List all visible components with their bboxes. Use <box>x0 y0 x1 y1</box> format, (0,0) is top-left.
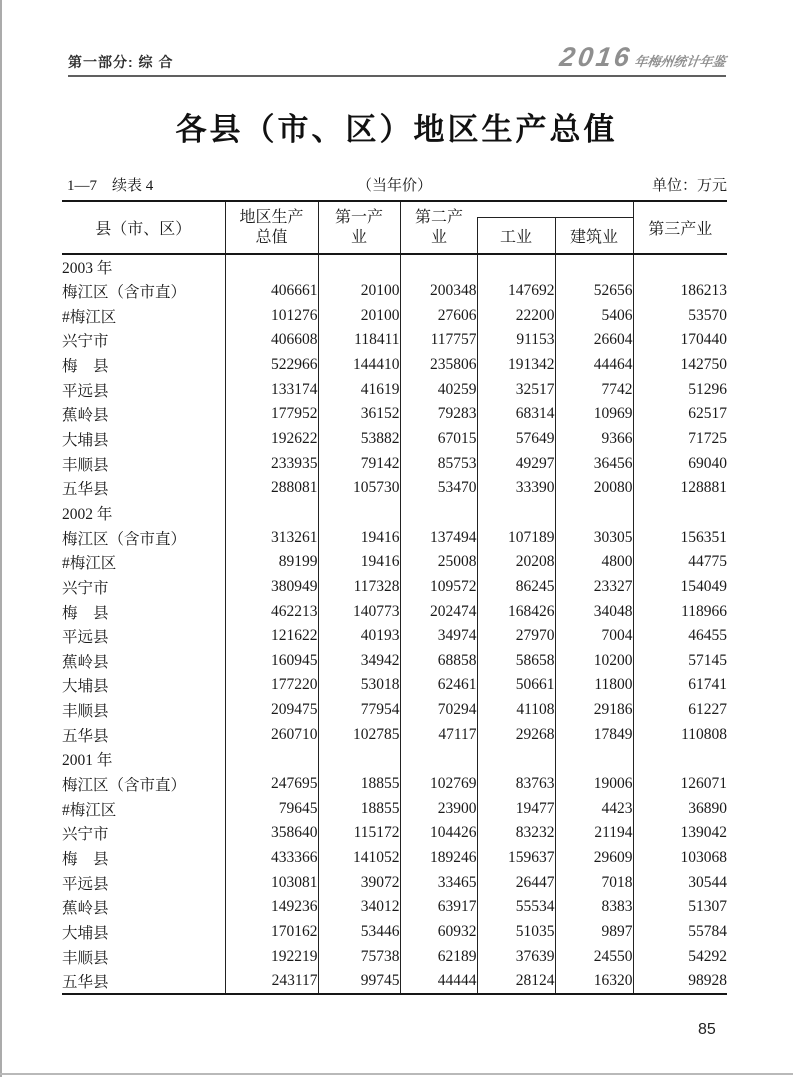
region-cell: 兴宁市 <box>62 333 109 351</box>
value-cell: 144410 <box>318 353 400 378</box>
value-cell: 75738 <box>318 944 400 969</box>
value-cell: 79283 <box>400 402 477 427</box>
value-cell: 26447 <box>477 870 555 895</box>
value-cell: 62461 <box>400 673 477 698</box>
value-cell: 50661 <box>477 673 555 698</box>
value-cell: 83232 <box>477 821 555 846</box>
value-cell: 192622 <box>225 427 318 452</box>
value-cell: 9897 <box>555 920 633 945</box>
value-cell: 36456 <box>555 451 633 476</box>
value-cell: 20100 <box>318 303 400 328</box>
value-cell: 142750 <box>633 353 727 378</box>
value-cell: 118411 <box>318 328 400 353</box>
region-cell: 大埔县 <box>62 925 109 943</box>
value-cell: 522966 <box>225 353 318 378</box>
value-cell: 192219 <box>225 944 318 969</box>
value-cell: 29186 <box>555 698 633 723</box>
value-cell: 91153 <box>477 328 555 353</box>
value-cell: 62517 <box>633 402 727 427</box>
value-cell: 51307 <box>633 895 727 920</box>
value-cell: 101276 <box>225 303 318 328</box>
value-cell: 44775 <box>633 550 727 575</box>
value-cell: 191342 <box>477 353 555 378</box>
value-cell: 68314 <box>477 402 555 427</box>
region-cell: 蕉岭县 <box>62 653 109 671</box>
region-cell: 平远县 <box>62 382 109 400</box>
value-cell: 19416 <box>318 550 400 575</box>
empty-cell <box>555 747 633 772</box>
value-cell: 137494 <box>400 525 477 550</box>
value-cell: 41108 <box>477 698 555 723</box>
value-cell: 5406 <box>555 303 633 328</box>
value-cell: 358640 <box>225 821 318 846</box>
region-cell: 梅 县 <box>62 851 109 869</box>
region-cell: 丰顺县 <box>62 456 109 474</box>
value-cell: 99745 <box>318 969 400 994</box>
data-row <box>62 451 727 476</box>
value-cell: 49297 <box>477 451 555 476</box>
value-cell: 25008 <box>400 550 477 575</box>
empty-cell <box>318 747 400 772</box>
col-header-primary: 第一产业 <box>318 201 400 254</box>
region-cell: 梅江区（含市直） <box>62 283 187 301</box>
empty-cell <box>400 747 477 772</box>
value-cell: 70294 <box>400 698 477 723</box>
value-cell: 18855 <box>318 796 400 821</box>
value-cell: 159637 <box>477 846 555 871</box>
empty-cell <box>400 254 477 279</box>
value-cell: 126071 <box>633 772 727 797</box>
data-row <box>62 698 727 723</box>
value-cell: 22200 <box>477 303 555 328</box>
value-cell: 147692 <box>477 279 555 304</box>
value-cell: 10969 <box>555 402 633 427</box>
value-cell: 21194 <box>555 821 633 846</box>
value-cell: 26604 <box>555 328 633 353</box>
value-cell: 83763 <box>477 772 555 797</box>
value-cell: 77954 <box>318 698 400 723</box>
value-cell: 128881 <box>633 476 727 501</box>
year-cell: 2001 年 <box>62 752 113 770</box>
region-cell: 五华县 <box>62 727 109 745</box>
value-cell: 186213 <box>633 279 727 304</box>
data-row <box>62 427 727 452</box>
value-cell: 156351 <box>633 525 727 550</box>
value-cell: 79142 <box>318 451 400 476</box>
empty-cell <box>225 747 318 772</box>
value-cell: 53470 <box>400 476 477 501</box>
value-cell: 16320 <box>555 969 633 994</box>
value-cell: 67015 <box>400 427 477 452</box>
value-cell: 133174 <box>225 377 318 402</box>
value-cell: 34012 <box>318 895 400 920</box>
value-cell: 11800 <box>555 673 633 698</box>
region-cell: 五华县 <box>62 969 225 994</box>
empty-cell <box>477 747 555 772</box>
data-row <box>62 772 727 797</box>
region-cell: 大埔县 <box>62 678 109 696</box>
value-cell: 89199 <box>225 550 318 575</box>
value-cell: 37639 <box>477 944 555 969</box>
value-cell: 58658 <box>477 649 555 674</box>
region-cell: 丰顺县 <box>62 949 109 967</box>
gdp-table-header <box>62 201 727 254</box>
value-cell: 28124 <box>477 969 555 994</box>
value-cell: 41619 <box>318 377 400 402</box>
value-cell: 140773 <box>318 599 400 624</box>
value-cell: 85753 <box>400 451 477 476</box>
col-header-gdp: 地区生产总值 <box>225 201 318 254</box>
empty-cell <box>318 254 400 279</box>
value-cell: 380949 <box>225 575 318 600</box>
data-row <box>62 402 727 427</box>
year-cell: 2002 年 <box>62 505 113 523</box>
col-header-region: 县（市、区） <box>62 201 225 254</box>
value-cell: 141052 <box>318 846 400 871</box>
value-cell: 33465 <box>400 870 477 895</box>
scan-edge-bottom <box>0 1073 793 1075</box>
col-header-secondary-group <box>400 201 633 254</box>
value-cell: 47117 <box>400 722 477 747</box>
value-cell: 69040 <box>633 451 727 476</box>
region-cell: 蕉岭县 <box>62 900 109 918</box>
empty-cell <box>225 254 318 279</box>
value-cell: 86245 <box>477 575 555 600</box>
value-cell: 233935 <box>225 451 318 476</box>
value-cell: 57649 <box>477 427 555 452</box>
price-basis-note: （当年价） <box>356 178 432 194</box>
value-cell: 40259 <box>400 377 477 402</box>
value-cell: 34974 <box>400 624 477 649</box>
col-header-tertiary: 第三产业 <box>633 201 727 254</box>
value-cell: 30305 <box>555 525 633 550</box>
value-cell: 36890 <box>633 796 727 821</box>
value-cell: 79645 <box>225 796 318 821</box>
table-number: 1—7 续表 4 <box>67 178 154 194</box>
value-cell: 61741 <box>633 673 727 698</box>
value-cell: 60932 <box>400 920 477 945</box>
value-cell: 177220 <box>225 673 318 698</box>
data-row <box>62 673 727 698</box>
value-cell: 27970 <box>477 624 555 649</box>
value-cell: 53882 <box>318 427 400 452</box>
value-cell: 154049 <box>633 575 727 600</box>
empty-cell <box>225 501 318 526</box>
data-row <box>62 870 727 895</box>
data-row <box>62 525 727 550</box>
value-cell: 170162 <box>225 920 318 945</box>
empty-cell <box>633 501 727 526</box>
value-cell: 51296 <box>633 377 727 402</box>
value-cell: 40193 <box>318 624 400 649</box>
data-row <box>62 353 727 378</box>
value-cell: 29609 <box>555 846 633 871</box>
data-row <box>62 575 727 600</box>
data-row <box>62 279 727 304</box>
region-cell: 梅 县 <box>62 357 109 375</box>
region-cell: 大埔县 <box>62 431 109 449</box>
value-cell: 71725 <box>633 427 727 452</box>
data-row <box>62 821 727 846</box>
value-cell: 160945 <box>225 649 318 674</box>
value-cell: 288081 <box>225 476 318 501</box>
data-row <box>62 624 727 649</box>
value-cell: 4423 <box>555 796 633 821</box>
value-cell: 433366 <box>225 846 318 871</box>
value-cell: 61227 <box>633 698 727 723</box>
value-cell: 7742 <box>555 377 633 402</box>
value-cell: 53570 <box>633 303 727 328</box>
region-cell: 丰顺县 <box>62 703 109 721</box>
empty-cell <box>633 254 727 279</box>
empty-cell <box>400 501 477 526</box>
value-cell: 235806 <box>400 353 477 378</box>
data-row <box>62 895 727 920</box>
data-row <box>62 550 727 575</box>
value-cell: 20080 <box>555 476 633 501</box>
value-cell: 103081 <box>225 870 318 895</box>
data-row <box>62 377 727 402</box>
value-cell: 98928 <box>633 969 727 994</box>
value-cell: 53446 <box>318 920 400 945</box>
data-row <box>62 328 727 353</box>
value-cell: 247695 <box>225 772 318 797</box>
region-cell: 平远县 <box>62 629 109 647</box>
value-cell: 20208 <box>477 550 555 575</box>
data-row <box>62 303 727 328</box>
empty-cell <box>477 254 555 279</box>
empty-cell <box>318 501 400 526</box>
value-cell: 34942 <box>318 649 400 674</box>
value-cell: 105730 <box>318 476 400 501</box>
value-cell: 36152 <box>318 402 400 427</box>
value-cell: 118966 <box>633 599 727 624</box>
value-cell: 34048 <box>555 599 633 624</box>
value-cell: 62189 <box>400 944 477 969</box>
value-cell: 110808 <box>633 722 727 747</box>
region-cell: 兴宁市 <box>62 826 109 844</box>
value-cell: 102785 <box>318 722 400 747</box>
region-cell: 兴宁市 <box>62 579 109 597</box>
value-cell: 29268 <box>477 722 555 747</box>
value-cell: 33390 <box>477 476 555 501</box>
value-cell: 52656 <box>555 279 633 304</box>
value-cell: 209475 <box>225 698 318 723</box>
value-cell: 30544 <box>633 870 727 895</box>
year-row <box>62 747 727 772</box>
value-cell: 117328 <box>318 575 400 600</box>
data-row <box>62 846 727 871</box>
col-header-secondary: 第二产业 <box>414 208 463 246</box>
value-cell: 23327 <box>555 575 633 600</box>
value-cell: 7018 <box>555 870 633 895</box>
value-cell: 18855 <box>318 772 400 797</box>
data-row <box>62 920 727 945</box>
table-meta-line <box>62 174 727 194</box>
value-cell: 19477 <box>477 796 555 821</box>
data-row <box>62 969 727 994</box>
value-cell: 17849 <box>555 722 633 747</box>
empty-cell <box>555 501 633 526</box>
value-cell: 177952 <box>225 402 318 427</box>
value-cell: 54292 <box>633 944 727 969</box>
value-cell: 200348 <box>400 279 477 304</box>
header-rule <box>68 75 726 77</box>
data-row <box>62 599 727 624</box>
value-cell: 260710 <box>225 722 318 747</box>
value-cell: 189246 <box>400 846 477 871</box>
value-cell: 27606 <box>400 303 477 328</box>
value-cell: 115172 <box>318 821 400 846</box>
region-cell: 平远县 <box>62 875 109 893</box>
value-cell: 44464 <box>555 353 633 378</box>
value-cell: 46455 <box>633 624 727 649</box>
value-cell: 102769 <box>400 772 477 797</box>
value-cell: 149236 <box>225 895 318 920</box>
value-cell: 107189 <box>477 525 555 550</box>
value-cell: 63917 <box>400 895 477 920</box>
value-cell: 19416 <box>318 525 400 550</box>
data-row <box>62 796 727 821</box>
value-cell: 20100 <box>318 279 400 304</box>
value-cell: 313261 <box>225 525 318 550</box>
value-cell: 55784 <box>633 920 727 945</box>
region-cell: 五华县 <box>62 481 109 499</box>
value-cell: 9366 <box>555 427 633 452</box>
secondary-subheader-box <box>477 217 633 253</box>
yearbook-year: 2016 <box>557 42 635 72</box>
data-row <box>62 944 727 969</box>
data-row <box>62 722 727 747</box>
value-cell: 8383 <box>555 895 633 920</box>
empty-cell <box>555 254 633 279</box>
running-head-section: 第一部分: 综 合 <box>68 54 174 70</box>
value-cell: 4800 <box>555 550 633 575</box>
region-cell: 蕉岭县 <box>62 407 109 425</box>
col-header-construction: 建筑业 <box>555 218 633 253</box>
header-row <box>62 201 727 254</box>
value-cell: 23900 <box>400 796 477 821</box>
value-cell: 117757 <box>400 328 477 353</box>
value-cell: 68858 <box>400 649 477 674</box>
yearbook-name: 年梅州统计年鉴 <box>633 54 727 69</box>
value-cell: 7004 <box>555 624 633 649</box>
data-row <box>62 649 727 674</box>
value-cell: 55534 <box>477 895 555 920</box>
year-row <box>62 254 727 279</box>
value-cell: 19006 <box>555 772 633 797</box>
value-cell: 406661 <box>225 279 318 304</box>
value-cell: 109572 <box>400 575 477 600</box>
page-title: 各县（市、区）地区生产总值 <box>175 112 618 147</box>
table-body <box>62 254 727 994</box>
data-row <box>62 476 727 501</box>
unit-note: 单位：万元 <box>651 178 727 194</box>
value-cell: 32517 <box>477 377 555 402</box>
value-cell: 51035 <box>477 920 555 945</box>
value-cell: 104426 <box>400 821 477 846</box>
gdp-table <box>62 200 727 995</box>
value-cell: 202474 <box>400 599 477 624</box>
empty-cell <box>633 747 727 772</box>
year-cell: 2003 年 <box>62 259 113 277</box>
value-cell: 103068 <box>633 846 727 871</box>
value-cell: 462213 <box>225 599 318 624</box>
region-cell: 梅 县 <box>62 604 109 622</box>
col-header-industry: 工业 <box>500 229 533 246</box>
value-cell: 10200 <box>555 649 633 674</box>
running-head-yearbook <box>558 42 728 73</box>
region-cell: #梅江区 <box>62 801 117 819</box>
value-cell: 39072 <box>318 870 400 895</box>
value-cell: 44444 <box>400 969 477 994</box>
page-number: 85 <box>698 1021 716 1038</box>
scan-edge-left <box>0 0 2 1077</box>
year-row <box>62 501 727 526</box>
value-cell: 24550 <box>555 944 633 969</box>
value-cell: 168426 <box>477 599 555 624</box>
value-cell: 139042 <box>633 821 727 846</box>
value-cell: 57145 <box>633 649 727 674</box>
region-cell: #梅江区 <box>62 308 117 326</box>
value-cell: 53018 <box>318 673 400 698</box>
value-cell: 170440 <box>633 328 727 353</box>
value-cell: 243117 <box>225 969 318 994</box>
region-cell: #梅江区 <box>62 555 117 573</box>
region-cell: 梅江区（含市直） <box>62 777 187 795</box>
region-cell: 梅江区（含市直） <box>62 530 187 548</box>
value-cell: 121622 <box>225 624 318 649</box>
value-cell: 406608 <box>225 328 318 353</box>
empty-cell <box>477 501 555 526</box>
